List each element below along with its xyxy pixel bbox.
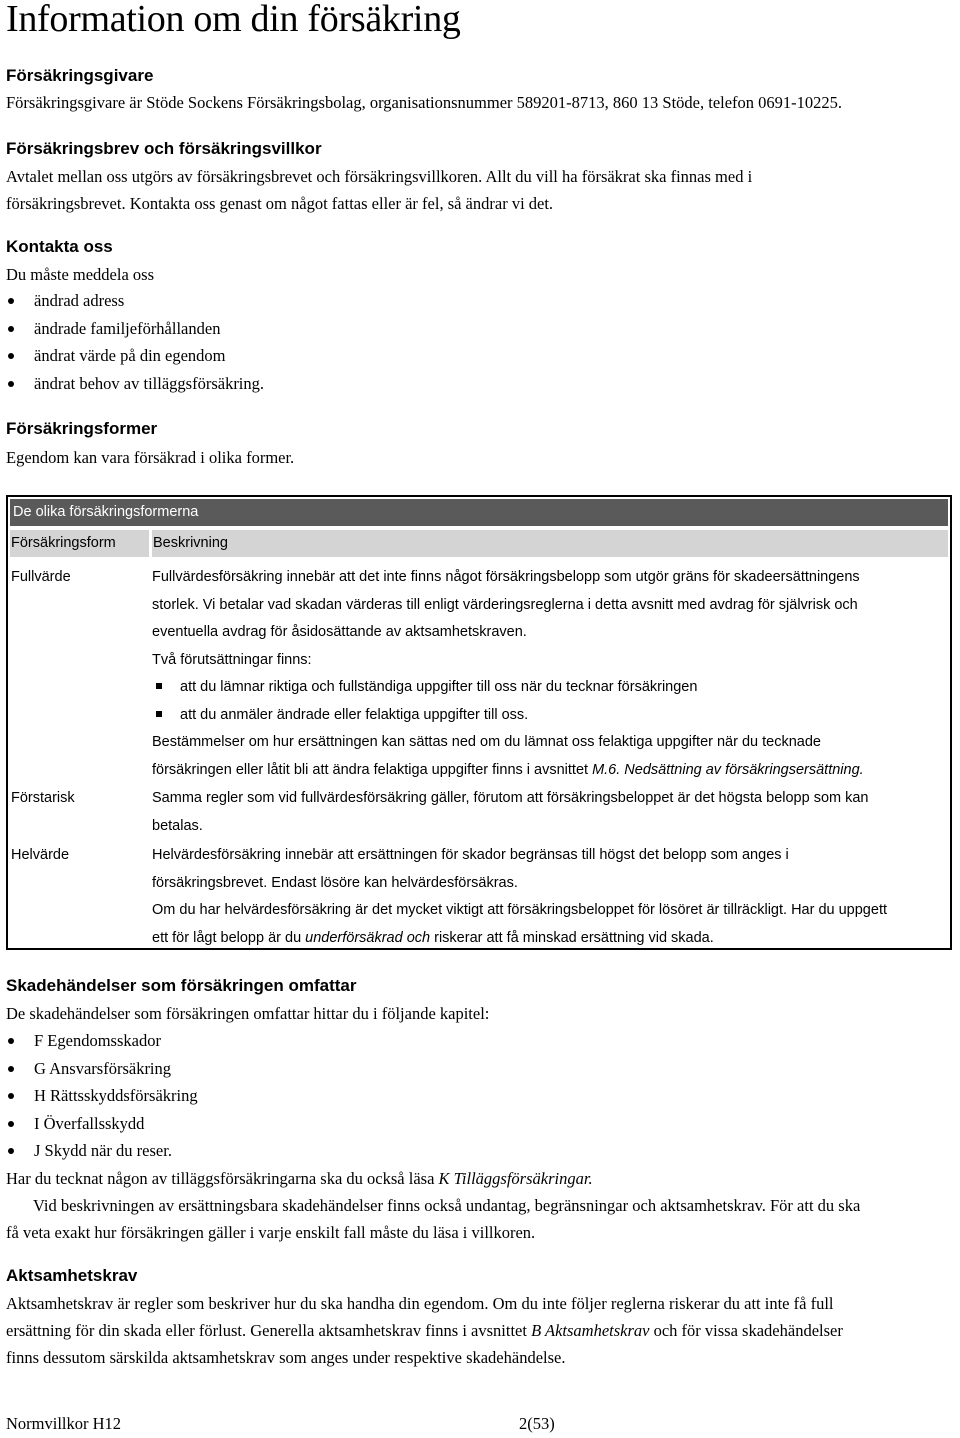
list-item: att du anmäler ändrade eller felaktiga uppgifter till oss. [152, 702, 947, 730]
aktsamhet-line2 [6, 1317, 843, 1344]
text-span: försäkringen eller låtit bli att ändra felaktiga uppgifter finns i avsnittet [152, 761, 593, 778]
forutsattningar-list [152, 674, 947, 729]
table-line: Om du har helvärdesförsäkring är det mycket viktigt att försäkringsbeloppet för lösöret är tillräckligt. Har du uppgett [152, 902, 887, 918]
table-line: Helvärdesförsäkring innebär att ersättningen för skador begränsas till högst det belopp som anges i [152, 847, 789, 863]
row-label-fullvarde: Fullvärde [11, 569, 71, 585]
list-item: G Ansvarsförsäkring [6, 1055, 198, 1083]
kontakta-intro: Du måste meddela oss [6, 265, 155, 284]
section-reference: B Aktsamhetskrav [531, 1321, 650, 1340]
forsakringsbrev-line2: försäkringsbrevet. Kontakta oss genast om något fattas eller är fel, så ändrar vi det. [6, 194, 554, 213]
table-line [152, 925, 947, 953]
undantag-line1: Vid beskrivningen av ersättningsbara skadehändelser finns också undantag, begränsningar och aktsamhetskrav. För att du ska [33, 1196, 861, 1215]
table-line: Fullvärdesförsäkring innebär att det inte finns något försäkringsbelopp som utgör gräns för skadeersättningens [152, 569, 860, 585]
section-reference: M.6. Nedsättning av försäkringsersättning. [592, 761, 864, 778]
row-text-forstarisk [152, 785, 947, 840]
table-line: storlek. Vi betalar vad skadan värderas till enligt värderingsreglerna i detta avsnitt med avdrag för självrisk och [152, 596, 858, 613]
text-span: riskerar att få minskad ersättning vid skada. [430, 929, 714, 946]
column-header-beskrivning: Beskrivning [153, 535, 228, 551]
footer-page-number: 2(53) [519, 1414, 555, 1433]
table-line: betalas. [152, 817, 203, 834]
list-item: ändrade familjeförhållanden [6, 315, 264, 343]
table-line: Bestämmelser om hur ersättningen kan sättas ned om du lämnat oss felaktiga uppgifter när du tecknade [152, 734, 821, 750]
kontakta-list [6, 287, 264, 397]
emphasis: underförsäkrad och [305, 929, 431, 946]
heading-kontakta-oss: Kontakta oss [6, 237, 113, 256]
table-line: Två förutsättningar finns: [152, 651, 312, 668]
list-item: J Skydd när du reser. [6, 1137, 198, 1165]
list-item: ändrat värde på din egendom [6, 342, 264, 370]
list-item: ändrad adress [6, 287, 264, 315]
table-line: försäkringsbrevet. Endast lösöre kan helvärdesförsäkras. [152, 874, 518, 891]
skadehandelser-intro: De skadehändelser som försäkringen omfattar hittar du i följande kapitel: [6, 1004, 490, 1023]
kapitel-list [6, 1027, 198, 1165]
text-span: ett för lågt belopp är du [152, 929, 306, 946]
column-divider [149, 530, 152, 558]
column-header-form: Försäkringsform [11, 535, 116, 551]
forsakringsformer-text: Egendom kan vara försäkrad i olika former. [6, 448, 295, 467]
row-label-forstarisk: Förstarisk [11, 790, 75, 806]
undantag-line2: få veta exakt hur försäkringen gäller i varje enskilt fall måste du läsa i villkoren. [6, 1223, 536, 1242]
heading-forsakringsformer: Försäkringsformer [6, 419, 158, 438]
table-line: eventuella avdrag för åsidosättande av aktsamhetskraven. [152, 624, 527, 640]
aktsamhet-line1: Aktsamhetskrav är regler som beskriver hur du ska handha din egendom. Om du inte följer reglerna riskerar du att inte få full [6, 1294, 834, 1313]
row-text-fullvarde [152, 564, 947, 784]
table-title: De olika försäkringsformerna [10, 499, 948, 526]
forsakringsgivare-text: Försäkringsgivare är Stöde Sockens Försäkringsbolag, organisationsnummer 589201-8713, 860 13 Stöde, telefon 0691-10225. [6, 93, 843, 112]
footer-document-name: Normvillkor H12 [6, 1414, 122, 1433]
text-span: Har du tecknat någon av tilläggsförsäkringarna ska du också läsa [6, 1169, 439, 1188]
heading-forsakringsgivare: Försäkringsgivare [6, 66, 154, 85]
row-text-helvarde [152, 842, 947, 952]
list-item: ändrat behov av tilläggsförsäkring. [6, 370, 264, 398]
list-item: H Rättsskyddsförsäkring [6, 1082, 198, 1110]
section-reference: K Tilläggsförsäkringar. [438, 1169, 593, 1188]
text-span: och för vissa skadehändelser [649, 1321, 843, 1340]
table-line: Samma regler som vid fullvärdesförsäkring gäller, förutom att försäkringsbeloppet är det högsta belopp som kan [152, 790, 869, 806]
row-label-helvarde: Helvärde [11, 847, 70, 863]
forsakringsformer-table [6, 495, 952, 950]
text-span: ersättning för din skada eller förlust. Generella aktsamhetskrav finns i avsnittet [6, 1321, 532, 1340]
heading-aktsamhetskrav: Aktsamhetskrav [6, 1266, 138, 1285]
list-item: F Egendomsskador [6, 1027, 198, 1055]
aktsamhet-line3: finns dessutom särskilda aktsamhetskrav som anges under respektive skadehändelse. [6, 1348, 566, 1367]
list-item: I Överfallsskydd [6, 1110, 198, 1138]
heading-forsakringsbrev: Försäkringsbrev och försäkringsvillkor [6, 139, 322, 158]
forsakringsbrev-line1: Avtalet mellan oss utgörs av försäkringsbrevet och försäkringsvillkoren. Allt du vill ha försäkrat ska finnas med i [6, 167, 753, 186]
table-line [152, 757, 947, 785]
list-item: att du lämnar riktiga och fullständiga uppgifter till oss när du tecknar försäkringen [152, 674, 947, 702]
tillagg-text [6, 1165, 593, 1192]
heading-skadehandelser: Skadehändelser som försäkringen omfattar [6, 976, 357, 995]
page-title: Information om din försäkring [6, 0, 461, 40]
